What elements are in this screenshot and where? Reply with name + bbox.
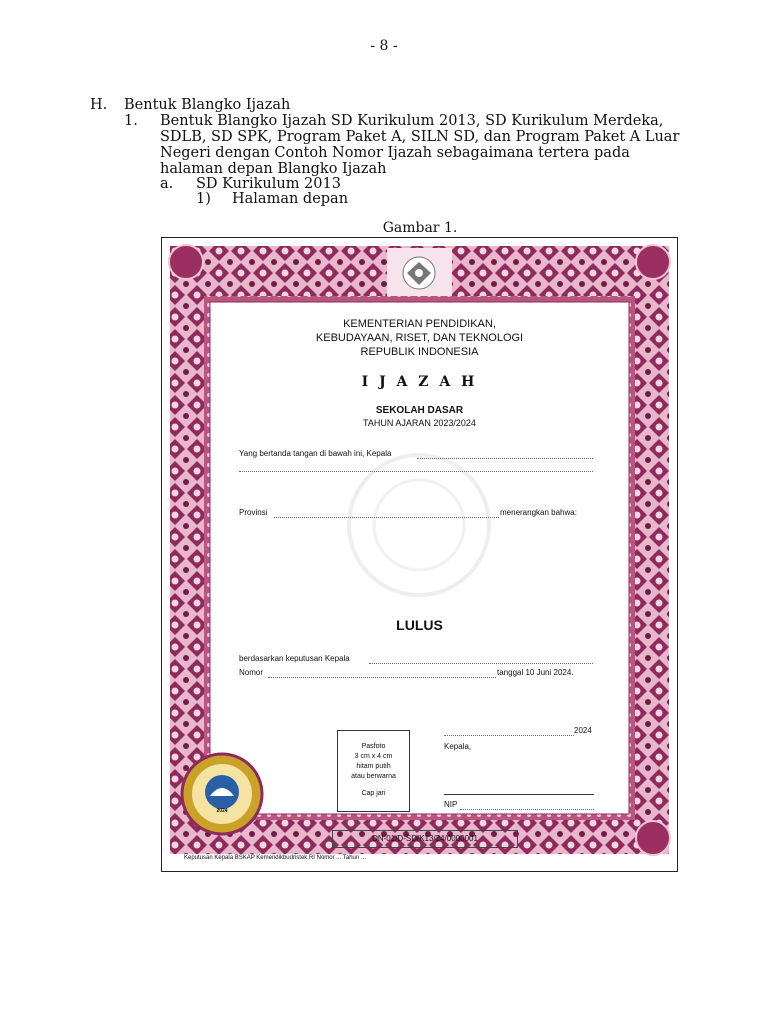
item-line-4: halaman depan Blangko Ijazah — [160, 161, 387, 177]
item-number: 1. — [124, 113, 138, 129]
fingerprint-label: Cap jari — [361, 790, 386, 797]
photo-line: atau berwarna — [351, 773, 396, 780]
figure-caption: Gambar 1. — [382, 220, 458, 236]
signature-line — [444, 794, 594, 795]
ministry-line-1: KEMENTERIAN PENDIDIKAN, — [343, 318, 496, 330]
page-number: - 8 - — [370, 38, 398, 54]
based-on-dotline — [369, 663, 593, 664]
provinsi-dotline — [274, 517, 499, 518]
result-text: LULUS — [396, 617, 443, 633]
certificate-figure — [161, 237, 678, 872]
nip-dotline — [460, 809, 594, 810]
item-line-1: Bentuk Blangko Ijazah SD Kurikulum 2013, SD Kurikulum Merdeka, — [160, 113, 664, 129]
section-title: Bentuk Blangko Ijazah — [124, 97, 291, 113]
certificate-title: I J A Z A H — [361, 374, 478, 390]
ministry-line-3: REPUBLIK INDONESIA — [360, 346, 479, 358]
nip-label: NIP — [444, 800, 458, 809]
sub-1-title: Halaman depan — [232, 191, 349, 207]
sub-a-title: SD Kurikulum 2013 — [196, 176, 341, 192]
date-sign-dotline — [444, 735, 574, 736]
date-text: tanggal 10 Juni 2024. — [497, 668, 574, 677]
footer-note: Keputusan Kepala BSKAP Kemendikbudristek RI Nomor ... Tahun ... — [184, 855, 366, 861]
kepala-label: Kepala, — [444, 742, 472, 751]
nomor-dotline — [268, 677, 496, 678]
sub-1-number: 1) — [196, 191, 211, 207]
provinsi-label: Provinsi — [239, 508, 268, 517]
photo-box — [337, 730, 410, 812]
photo-line: 3 cm x 4 cm — [354, 753, 393, 760]
sub-a-letter: a. — [160, 176, 174, 192]
year-sign: 2024 — [574, 726, 592, 735]
item-line-3: Negeri dengan Contoh Nomor Ijazah sebagaimana tertera pada — [160, 145, 630, 161]
certificate — [164, 240, 675, 865]
serial-number: DN-01/D-SD/K13/24/0000001 — [332, 830, 518, 848]
school-level: SEKOLAH DASAR — [375, 405, 464, 416]
menerangkan-text: menerangkan bahwa: — [500, 508, 577, 517]
photo-line: Pasfoto — [361, 743, 386, 750]
section-letter: H. — [90, 97, 108, 113]
kepala-dotline — [417, 458, 593, 459]
ministry-line-2: KEBUDAYAAN, RISET, DAN TEKNOLOGI — [315, 332, 524, 344]
academic-year: TAHUN AJARAN 2023/2024 — [363, 418, 476, 428]
photo-line: hitam putih — [356, 763, 391, 770]
nomor-label: Nomor — [239, 668, 264, 677]
intro-text: Yang bertanda tangan di bawah ini, Kepala — [239, 449, 392, 458]
item-line-2: SDLB, SD SPK, Program Paket A, SILN SD, dan Program Paket A Luar — [160, 129, 680, 145]
blank-dotline — [239, 471, 593, 472]
seal-year: 2024 — [216, 808, 228, 814]
based-on-text: berdasarkan keputusan Kepala — [239, 654, 350, 663]
